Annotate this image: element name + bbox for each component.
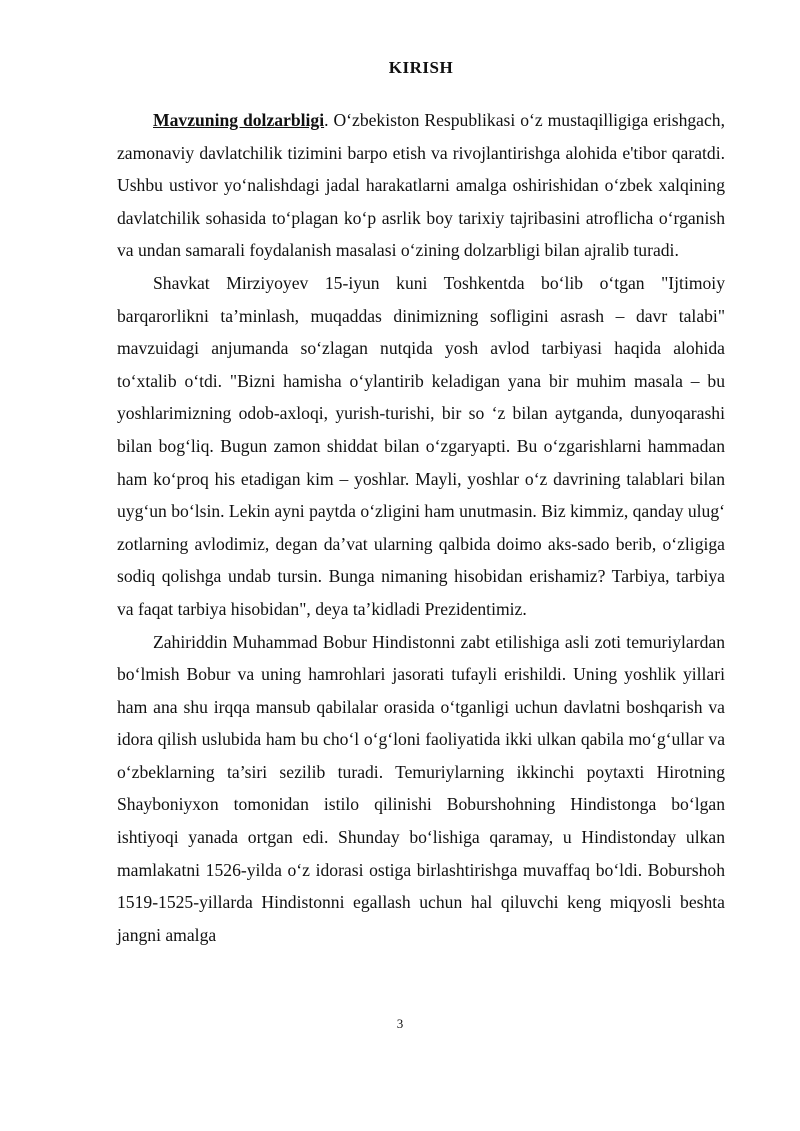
- paragraph-babur: Zahiriddin Muhammad Bobur Hindistonni zabt etilishiga asli zoti temuriylardan bo‘lmish Bobur va uning hamrohlari jasorati tufayli erishildi. Uning yoshlik yillari ham ana shu irqqa mansub qabilalar orasida o‘tganligi uchun davlatni boshqarish va idora qilish uslubida ham bu cho‘l o‘g‘loni faoliyatida ikki ulkan qabila mo‘g‘ullar va o‘zbeklarning ta’siri sezilib turadi. Temuriylarning ikkinchi poytaxti Hirotning Shayboniyxon tomonidan istilo qilinishi Boburshohning Hindistonga bo‘lgan ishtiyoqi yanada ortgan edi. Shunday bo‘lishiga qaramay, u Hindistonday ulkan mamlakatni 1526-yilda o‘z idorasi ostiga birlashtirishga muvaffaq bo‘ldi. Boburshoh 1519-1525-yillarda Hindistonni egallash uchun hal qiluvchi keng miqyosli beshta jangni amalga: [117, 631, 725, 945]
- paragraph-speech: Shavkat Mirziyoyev 15-iyun kuni Toshkentda bo‘lib o‘tgan "Ijtimoiy barqarorlikni ta’minlash, muqaddas dinimizning sofligini asrash – davr talabi" mavzuidagi anjumanda so‘zlagan nutqida yosh avlod tarbiyasi haqida alohida to‘xtalib o‘tdi. "Bizni hamisha o‘ylantirib keladigan yana bir muhim masala – bu yoshlarimizning odob-axloqi, yurish-turishi, bir so ‘z bilan aytganda, dunyoqarashi bilan bog‘liq. Bugun zamon shiddat bilan o‘zgaryapti. Bu o‘zgarishlarni hammadan ham ko‘proq his etadigan kim – yoshlar. Mayli, yoshlar o‘z davrining talablari bilan uyg‘un bo‘lsin. Lekin ayni paytda o‘zligini ham unutmasin. Biz kimmiz, qanday ulug‘ zotlarning avlodimiz, degan da’vat ularning qalbida doimo aks-sado berib, o‘zligiga sodiq qolishga undab tursin. Bunga nimaning hisobidan erishamiz? Tarbiya, tarbiya va faqat tarbiya hisobidan", deya ta’kidladi Prezidentimiz.: [117, 272, 725, 619]
- document-page: [117, 52, 725, 951]
- heading-punctuation: .: [324, 110, 329, 130]
- intro-text: O‘zbekiston Respublikasi o‘z mustaqilligiga erishgach, zamonaviy davlatchilik tizimini barpo etish va rivojlantirishga alohida e'tibor qaratdi. Ushbu ustivor yo‘nalishdagi jadal harakatlarni amalga oshirishidan o‘zbek xalqining davlatchilik sohasida to‘plagan ko‘p asrlik boy tarixiy tajribasini atroflicha o‘rganish va undan samarali foydalanish masalasi o‘zining dolzarbligi bilan ajralib turadi.: [117, 110, 725, 261]
- section-title: KIRISH: [388, 58, 454, 77]
- paragraph-intro: [117, 104, 725, 267]
- topic-relevance-heading: Mavzuning dolzarbligi: [153, 110, 325, 130]
- page-number: 3: [396, 1016, 404, 1031]
